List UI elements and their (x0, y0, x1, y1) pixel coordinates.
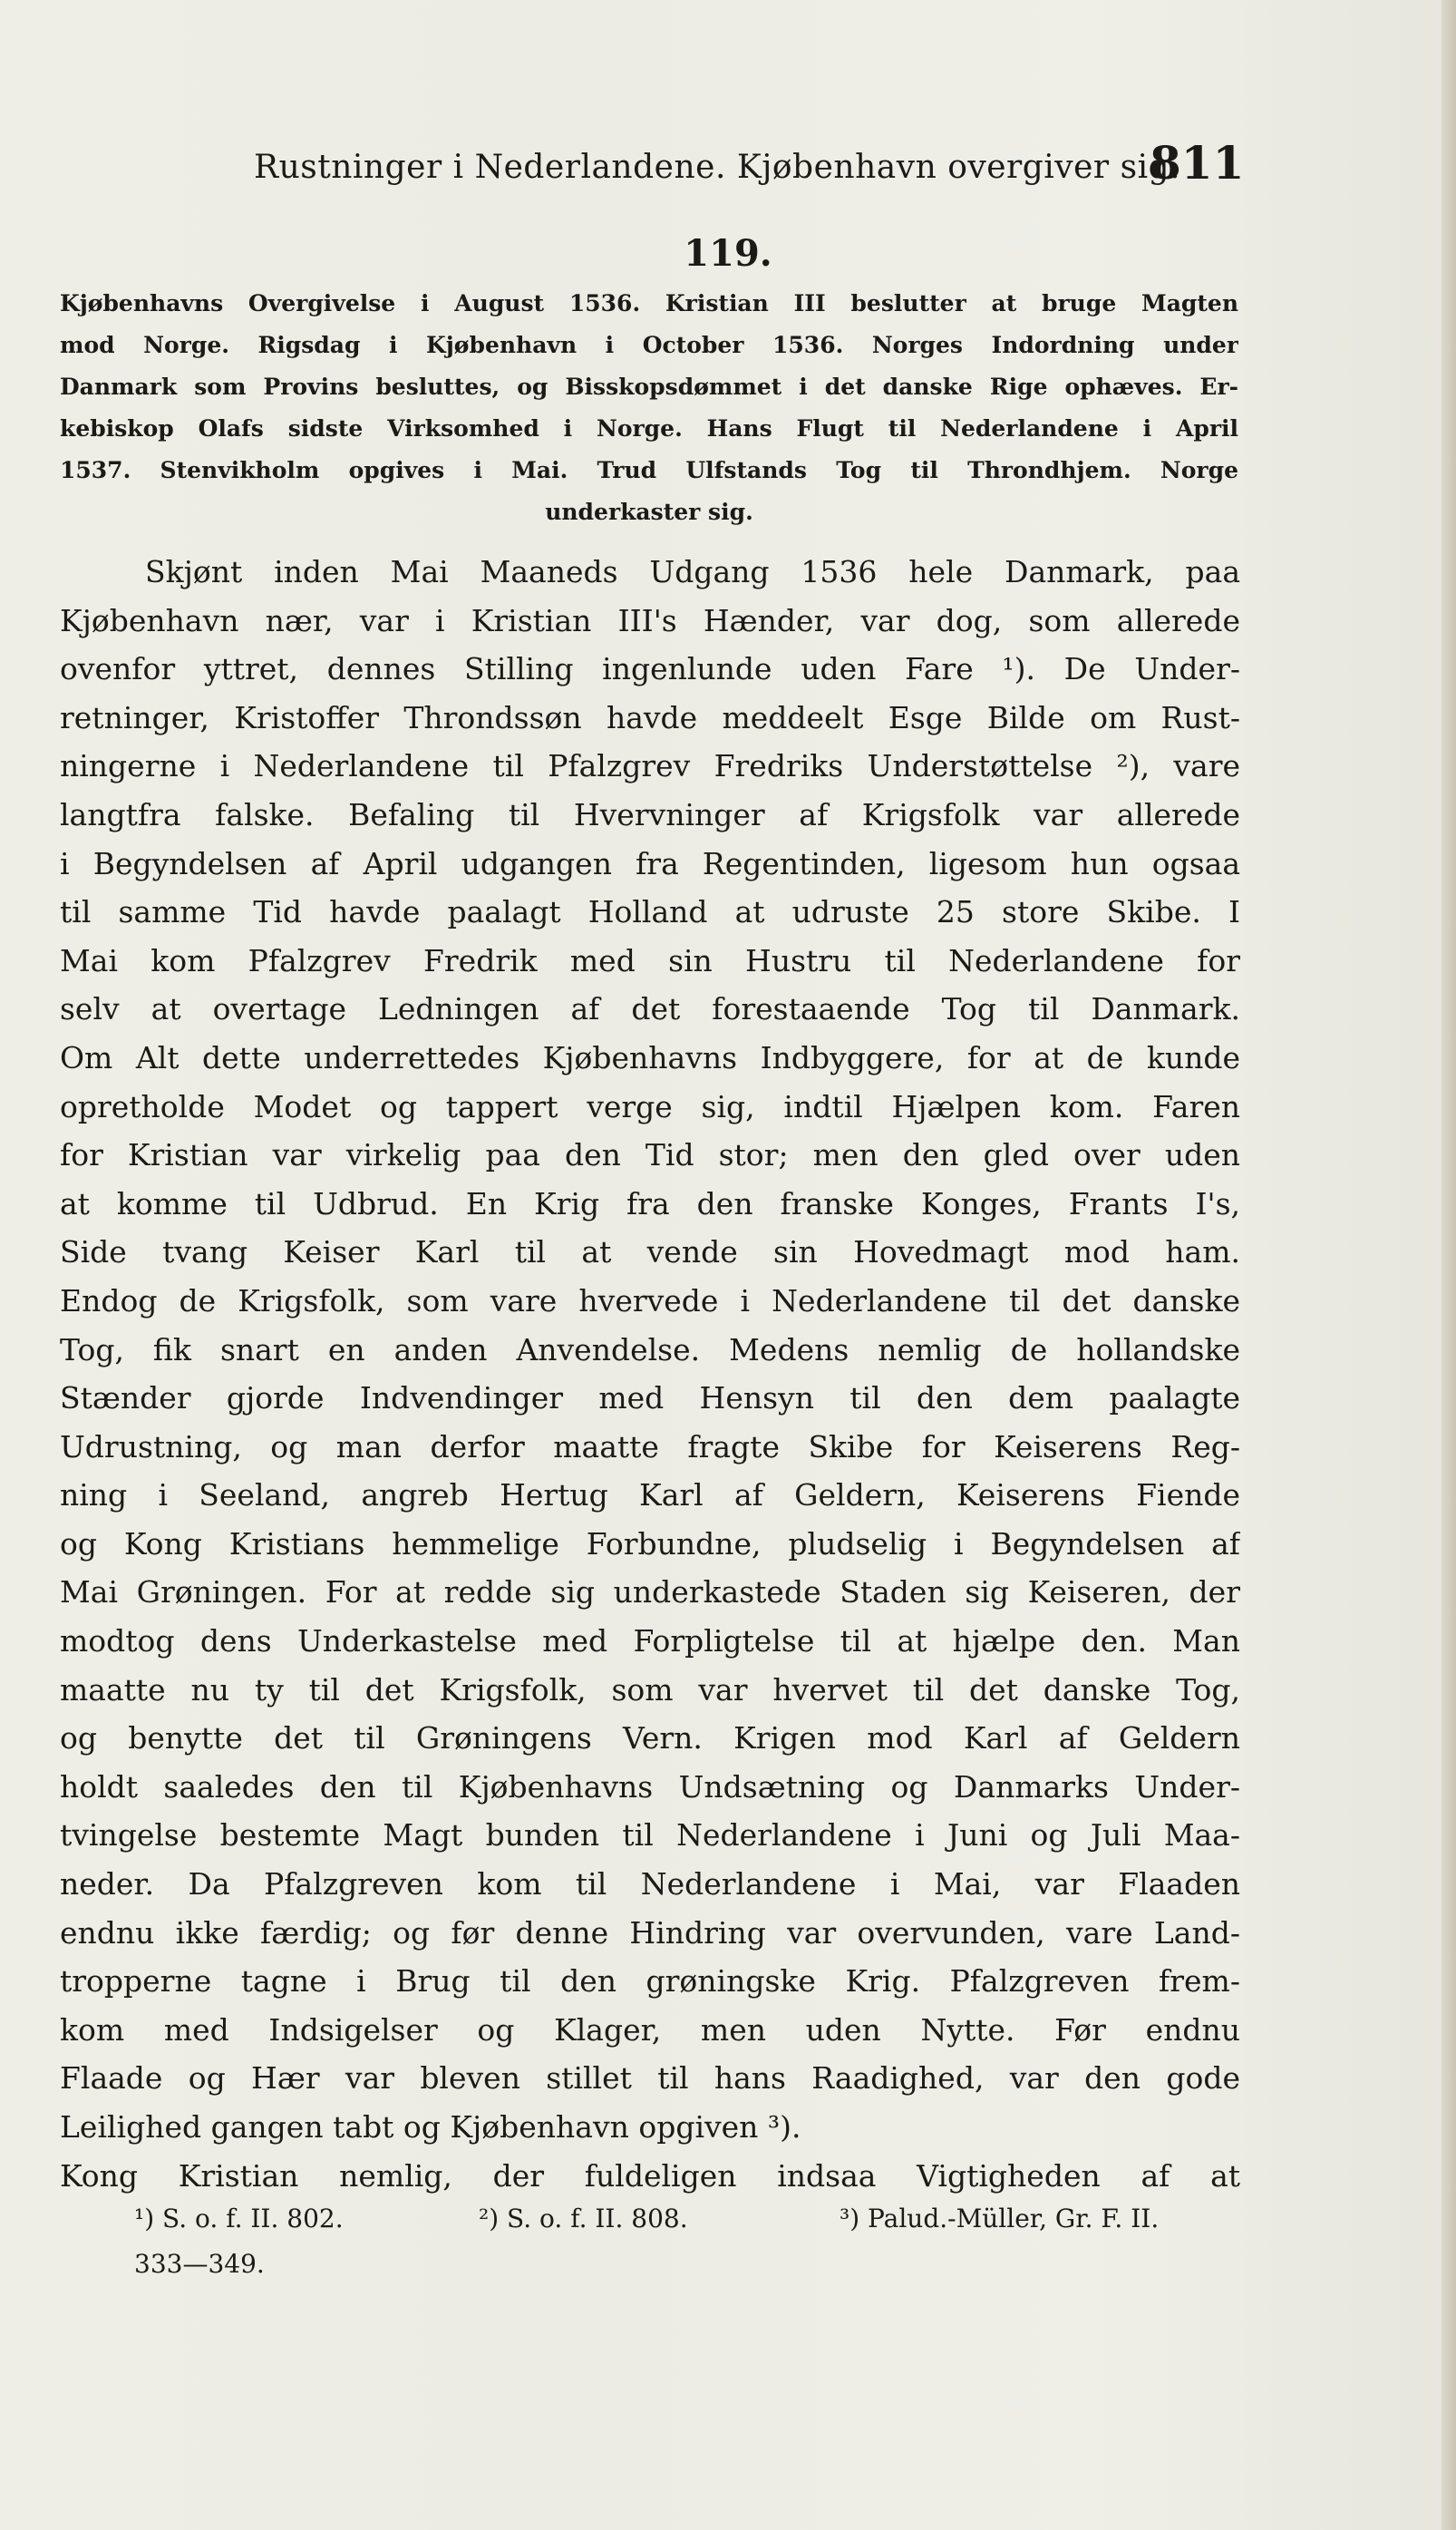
body-line: Leilighed gangen tabt og Kjøbenhavn opgiven ³). (60, 2109, 801, 2145)
summary-line: mod Norge. Rigsdag i Kjøbenhavn i October 1536. Norges Indordning under (60, 332, 1238, 358)
body-line: Side tvang Keiser Karl til at vende sin Hovedmagt mod ham. (60, 1234, 1240, 1270)
body-line: langtfra falske. Befaling til Hvervninger af Krigsfolk var allerede (60, 796, 1240, 832)
body-line: Kong Kristian nemlig, der fuldeligen indsaa Vigtigheden af at (60, 2157, 1240, 2194)
body-line: kom med Indsigelser og Klager, men uden Nytte. Før endnu (60, 2011, 1240, 2048)
footnote-row (60, 2242, 1240, 2287)
body-line: Kjøbenhavn nær, var i Kristian III's Hænder, var dog, som allerede (60, 602, 1240, 638)
body-line: i Begyndelsen af April udgangen fra Regentinden, ligesom hun ogsaa (60, 845, 1240, 881)
body-line: ovenfor yttret, dennes Stilling ingenlunde uden Fare ¹). De Under- (60, 651, 1240, 687)
body-line: endnu ikke færdig; og før denne Hindring var overvunden, vare Land- (60, 1914, 1240, 1951)
body-line: retninger, Kristoffer Throndssøn havde meddeelt Esge Bilde om Rust- (60, 699, 1240, 735)
summary-line: kebiskop Olafs sidste Virksomhed i Norge. Hans Flugt til Nederlandene i April (60, 415, 1238, 442)
body-line: Stænder gjorde Indvendinger med Hensyn til den dem paalagte (60, 1380, 1240, 1416)
running-head (0, 136, 1456, 199)
body-line: maatte nu ty til det Krigsfolk, som var hvervet til det danske Tog, (60, 1671, 1240, 1708)
summary-line: Danmark som Provins besluttes, og Bisskopsdømmet i det danske Rige ophæves. Er- (60, 374, 1238, 400)
body-line: tvingelse bestemte Magt bunden til Nederlandene i Juni og Juli Maa- (60, 1817, 1240, 1854)
body-line: neder. Da Pfalzgreven kom til Nederlandene i Mai, var Flaaden (60, 1866, 1240, 1902)
footnotes (60, 2196, 1240, 2287)
body-line: og Kong Kristians hemmelige Forbundne, pludselig i Begyndelsen af (60, 1525, 1240, 1562)
body-line: Mai Grøningen. For at redde sig underkastede Staden sig Keiseren, der (60, 1574, 1240, 1610)
footnote-row (60, 2196, 1240, 2242)
body-line: tropperne tagne i Brug til den grøningske Krig. Pfalzgreven frem- (60, 1963, 1240, 2000)
body-line: Om Alt dette underrettedes Kjøbenhavns Indbyggere, for at de kunde (60, 1039, 1240, 1075)
body-line: Skjønt inden Mai Maaneds Udgang 1536 hele Danmark, paa (145, 554, 1240, 589)
chapter-number: 119. (684, 232, 772, 275)
body-line: Mai kom Pfalzgrev Fredrik med sin Hustru til Nederlandene for (60, 942, 1240, 978)
body-line: for Kristian var virkelig paa den Tid stor; men den gled over uden (60, 1137, 1240, 1173)
body-line: Endog de Krigsfolk, som vare hvervede i Nederlandene til det danske (60, 1282, 1240, 1319)
body-line: holdt saaledes den til Kjøbenhavns Undsætning og Danmarks Under- (60, 1768, 1240, 1805)
footnote-3-continuation: 333—349. (134, 2249, 265, 2279)
body-line: til samme Tid havde paalagt Holland at udruste 25 store Skibe. I (60, 894, 1240, 930)
body-line: at komme til Udbrud. En Krig fra den franske Konges, Frants I's, (60, 1185, 1240, 1221)
footnote-2: ²) S. o. f. II. 808. (479, 2204, 688, 2233)
body-line: ningerne i Nederlandene til Pfalzgrev Fredriks Understøttelse ²), vare (60, 748, 1240, 784)
chapter-summary (60, 283, 1238, 533)
body-line: Flaade og Hær var bleven stillet til hans Raadighed, var den gode (60, 2060, 1240, 2097)
page-number: 811 (1150, 136, 1245, 190)
body-line: Tog, fik snart en anden Anvendelse. Medens nemlig de hollandske (60, 1331, 1240, 1367)
body-line: selv at overtage Ledningen af det forestaaende Tog til Danmark. (60, 991, 1240, 1027)
page-edge (1441, 0, 1456, 2530)
body-line: og benytte det til Grøningens Vern. Krigen mod Karl af Geldern (60, 1720, 1240, 1756)
body-text (60, 548, 1240, 2200)
body-line: opretholde Modet og tappert verge sig, indtil Hjælpen kom. Faren (60, 1088, 1240, 1124)
running-title: Rustninger i Nederlandene. Kjøbenhavn overgiver sig. (254, 149, 1181, 186)
footnote-1: ¹) S. o. f. II. 802. (134, 2204, 344, 2233)
summary-line: underkaster sig. (545, 499, 753, 525)
footnote-3: ³) Palud.-Müller, Gr. F. II. (840, 2204, 1160, 2233)
body-line: modtog dens Underkastelse med Forpligtelse til at hjælpe den. Man (60, 1623, 1240, 1659)
summary-line: 1537. Stenvikholm opgives i Mai. Trud Ulfstands Tog til Throndhjem. Norge (60, 457, 1238, 483)
summary-line: Kjøbenhavns Overgivelse i August 1536. Kristian III beslutter at bruge Magten (60, 290, 1238, 316)
body-line: Udrustning, og man derfor maatte fragte Skibe for Keiserens Reg- (60, 1428, 1240, 1464)
body-line: ning i Seeland, angreb Hertug Karl af Geldern, Keiserens Fiende (60, 1477, 1240, 1513)
